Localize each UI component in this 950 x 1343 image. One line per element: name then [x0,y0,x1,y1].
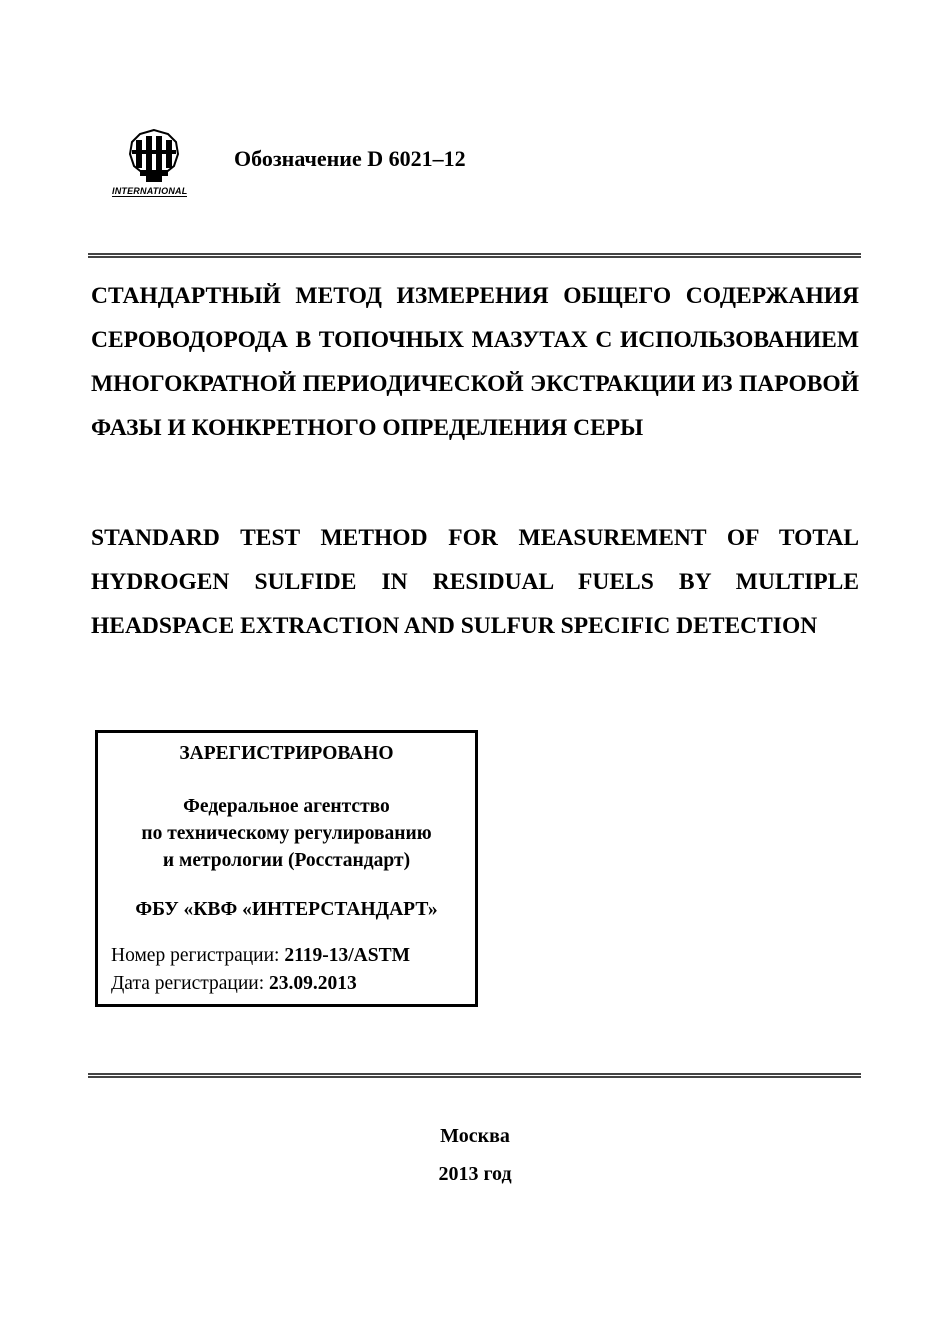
registration-number [111,945,410,967]
registration-heading: ЗАРЕГИСТРИРОВАНО [179,743,394,764]
designation: Обозначение D 6021–12 [234,146,466,171]
bottom-divider [88,1073,861,1078]
title-ru: СТАНДАРТНЫЙ МЕТОД ИЗМЕРЕНИЯ ОБЩЕГО СОДЕРЖАНИЯ СЕРОВОДОРОДА В ТОПОЧНЫХ МАЗУТАХ С ИСПОЛЬЗОВАНИЕМ МНОГОКРАТНОЙ ПЕРИОДИЧЕСКОЙ ЭКСТРАКЦИИ ИЗ ПАРОВОЙ ФАЗЫ И КОНКРЕТНОГО ОПРЕДЕЛЕНИЯ СЕРЫ [91,283,859,441]
registration-date-label: Дата регистрации: [111,973,269,994]
registration-organization: ФБУ «КВФ «ИНТЕРСТАНДАРТ» [135,899,438,920]
footer-city: Москва [440,1125,510,1147]
registration-number-value: 2119-13/ASTM [284,945,411,966]
agency-line: и метрологии (Росстандарт) [162,850,411,871]
registration-date-value: 23.09.2013 [269,973,357,994]
registration-number-label: Номер регистрации: [111,945,285,966]
registration-agency [98,793,475,874]
title-en: STANDARD TEST METHOD FOR MEASUREMENT OF TOTAL HYDROGEN SULFIDE IN RESIDUAL FUELS BY MULTIPLE HEADSPACE EXTRACTION AND SULFUR SPECIFIC DETECTION [91,525,859,639]
agency-line: Федеральное агентство [183,796,390,817]
registration-date [111,973,357,995]
top-divider [88,253,861,258]
footer-year: 2013 год [438,1163,512,1185]
logo-sublabel: INTERNATIONAL [112,186,188,196]
astm-logo [110,126,198,200]
registration-box [95,730,478,1007]
agency-line: по техническому регулированию [141,823,432,844]
